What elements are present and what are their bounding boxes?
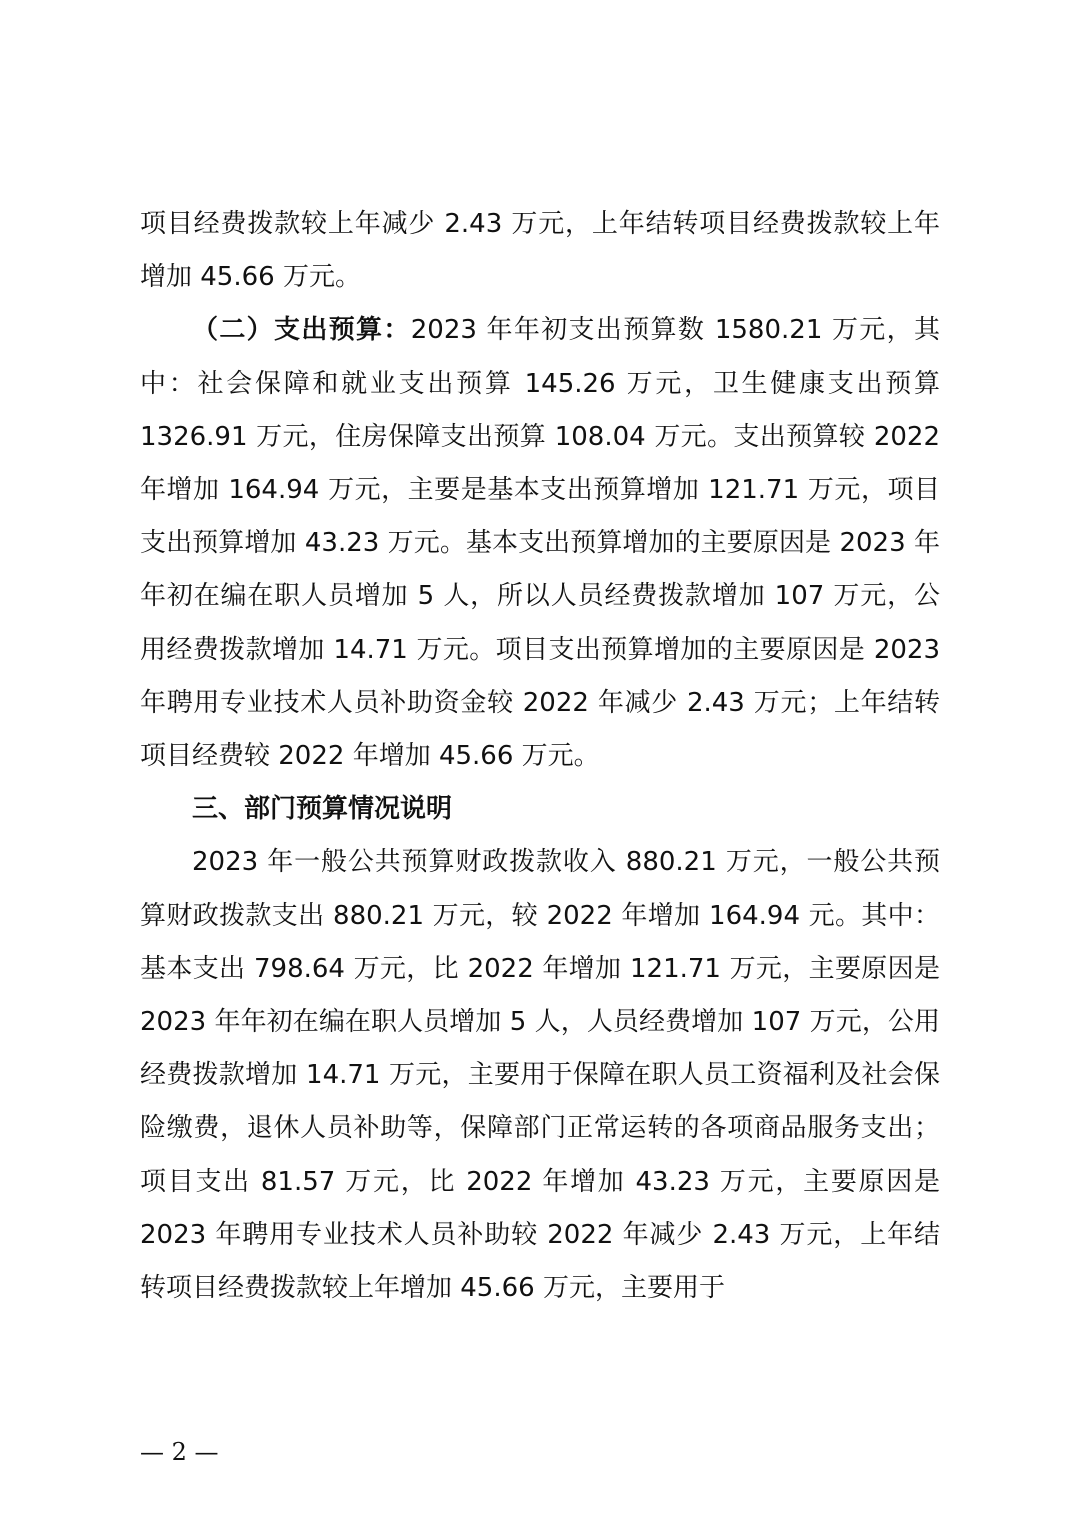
page-number: — 2 — — [140, 1438, 219, 1466]
expenditure-budget-heading: （二）支出预算： — [192, 315, 411, 346]
paragraph-continued: 项目经费拨款较上年减少 2.43 万元，上年结转项目经费拨款较上年增加 45.66 万元。 — [140, 209, 940, 293]
section-heading: 三、部门预算情况说明 — [192, 794, 453, 825]
document-body — [140, 198, 940, 1315]
expenditure-budget-body: 2023 年年初支出预算数 1580.21 万元，其中：社会保障和就业支出预算 145.26 万元，卫生健康支出预算 1326.91 万元，住房保障支出预算 108.04 万元。支出预算较 2022 年增加 164.94 万元，主要是基本支出预算增加 121.71 万元，项目支出预算增加 43.23 万元。基本支出预算增加的主要原因是 2023 年年初在编在职人员增加 5 人，所以人员经费拨款增加 107 万元，公用经费拨款增加 14.71 万元。项目支出预算增加的主要原因是 2023 年聘用专业技术人员补助资金较 2022 年减少 2.43 万元；上年结转项目经费较 2022 年增加 45.66 万元。 — [140, 315, 940, 772]
paragraph-department-budget: 2023 年一般公共预算财政拨款收入 880.21 万元，一般公共预算财政拨款支出 880.21 万元，较 2022 年增加 164.94 元。其中：基本支出 798.64 万元，比 2022 年增加 121.71 万元，主要原因是 2023 年年初在编在职人员增加 5 人，人员经费增加 107 万元，公用经费拨款增加 14.71 万元，主要用于保障在职人员工资福利及社会保险缴费，退休人员补助等，保障部门正常运转的各项商品服务支出；项目支出 81.57 万元，比 2022 年增加 43.23 万元，主要原因是 2023 年聘用专业技术人员补助较 2022 年减少 2.43 万元，上年结转项目经费拨款较上年增加 45.66 万元，主要用于 — [140, 847, 940, 1304]
paragraph-expenditure-budget — [140, 304, 940, 783]
